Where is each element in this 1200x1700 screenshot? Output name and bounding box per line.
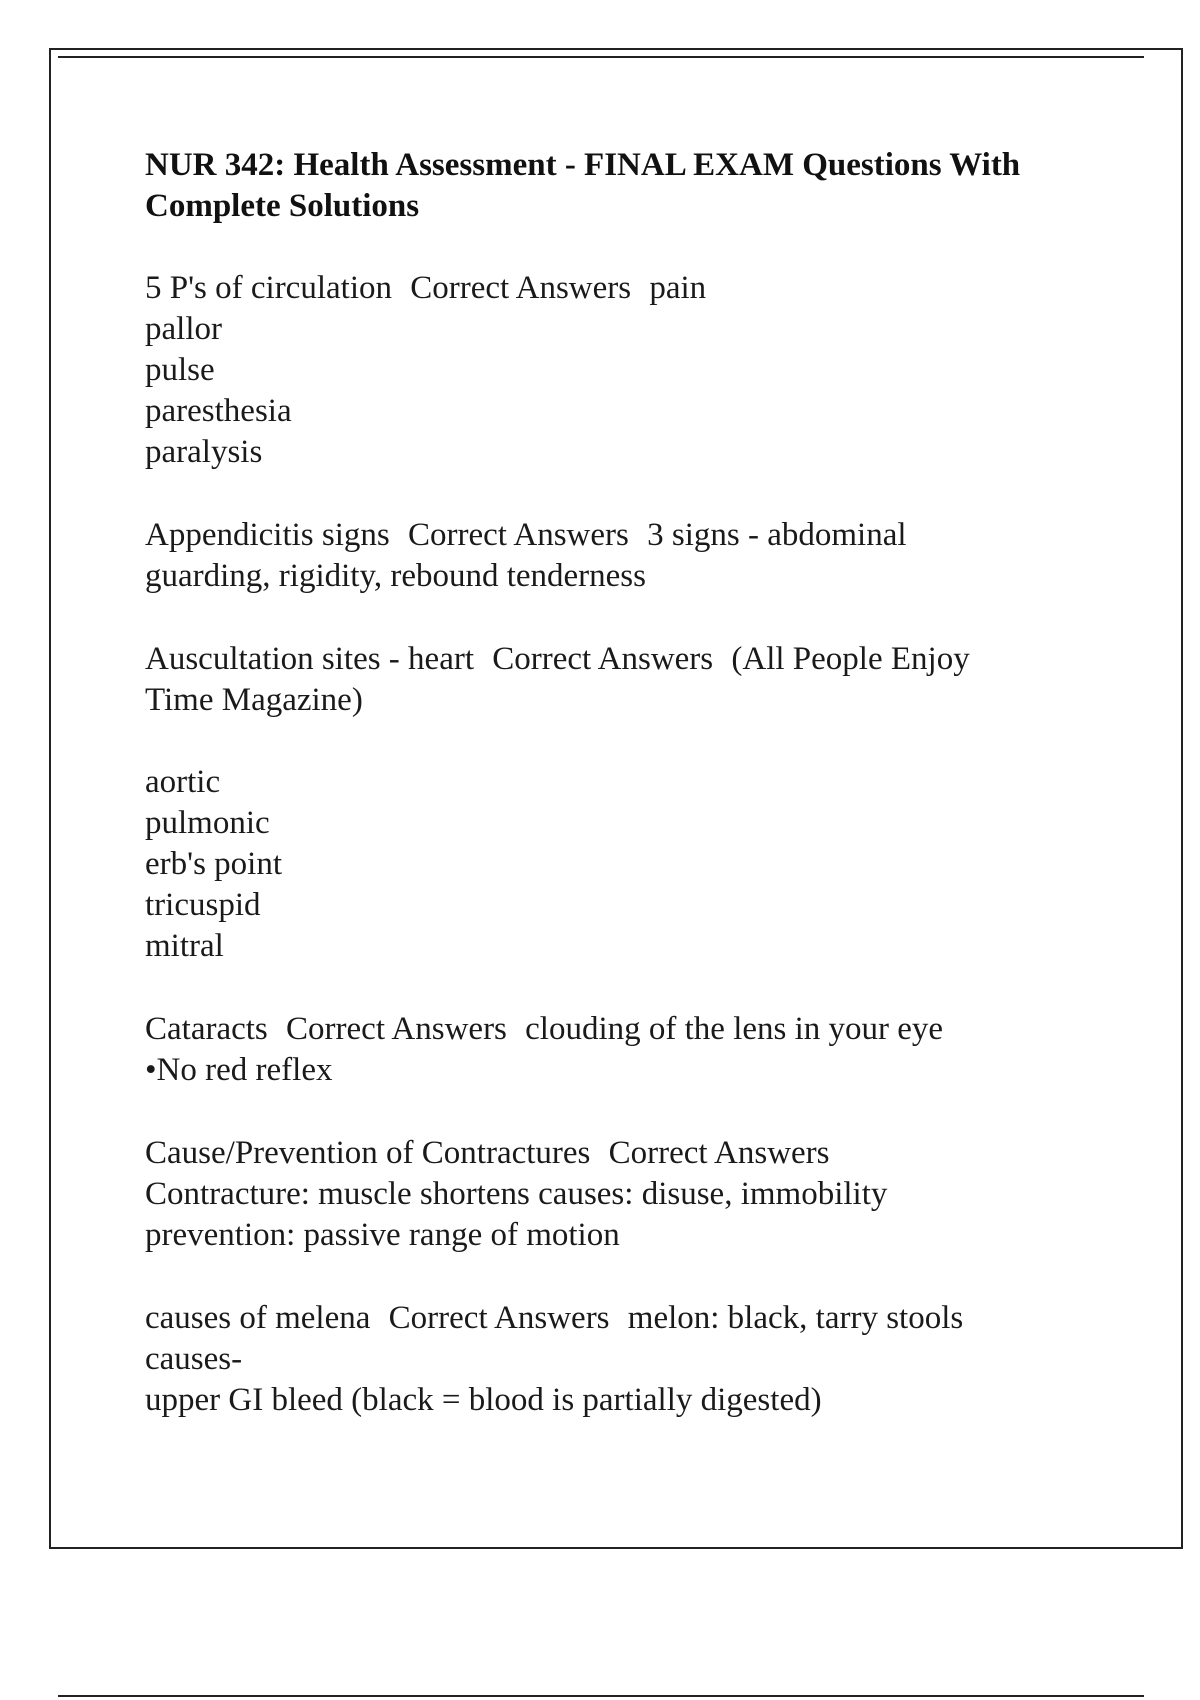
answer-line: pulmonic bbox=[145, 805, 270, 841]
answer-marker: Correct Answers bbox=[388, 1300, 610, 1336]
question-text: Auscultation sites - heart bbox=[145, 641, 475, 677]
document-title: NUR 342: Health Assessment - FINAL EXAM Questions With Complete Solutions bbox=[145, 147, 1021, 224]
qa-item bbox=[145, 515, 1105, 597]
answer-line: paralysis bbox=[145, 434, 263, 470]
answer-marker: Correct Answers bbox=[410, 270, 632, 306]
answer-line: Time Magazine) bbox=[145, 682, 363, 718]
answer-line: causes- bbox=[145, 1341, 243, 1377]
document-body bbox=[145, 145, 1105, 1463]
question-text: causes of melena bbox=[145, 1300, 371, 1336]
answer-marker: Correct Answers bbox=[492, 641, 714, 677]
answer-line: pallor bbox=[145, 311, 222, 347]
answer-marker: Correct Answers bbox=[286, 1011, 507, 1047]
top-rule bbox=[58, 56, 1144, 58]
qa-item bbox=[145, 1298, 1105, 1421]
qa-first-line bbox=[145, 515, 1105, 556]
answer-text: clouding of the lens in your eye bbox=[525, 1011, 944, 1047]
answer-text: (All People Enjoy bbox=[731, 641, 970, 677]
answer-line: paresthesia bbox=[145, 393, 292, 429]
question-text: 5 P's of circulation bbox=[145, 270, 392, 306]
qa-item bbox=[145, 1133, 1105, 1256]
answer-line: pulse bbox=[145, 352, 215, 388]
answer-line: prevention: passive range of motion bbox=[145, 1217, 620, 1253]
answer-line: •No red reflex bbox=[145, 1052, 333, 1088]
qa-first-line bbox=[145, 268, 1105, 309]
answer-line: upper GI bleed (black = blood is partially digested) bbox=[145, 1382, 822, 1418]
question-text: Appendicitis signs bbox=[145, 517, 390, 553]
question-text: Cause/Prevention of Contractures bbox=[145, 1135, 591, 1171]
answer-text: pain bbox=[649, 270, 707, 306]
blank-line bbox=[145, 721, 1105, 762]
qa-first-line bbox=[145, 1133, 1105, 1174]
answer-line: tricuspid bbox=[145, 887, 261, 923]
answer-line: aortic bbox=[145, 764, 221, 800]
answer-line: Contracture: muscle shortens causes: disuse, immobility bbox=[145, 1176, 888, 1212]
bottom-rule bbox=[58, 1695, 1144, 1697]
qa-item bbox=[145, 268, 1105, 473]
answer-text: 3 signs - abdominal bbox=[647, 517, 907, 553]
answer-line: erb's point bbox=[145, 846, 283, 882]
qa-item bbox=[145, 639, 1105, 967]
qa-first-line bbox=[145, 1298, 1105, 1339]
question-text: Cataracts bbox=[145, 1011, 268, 1047]
qa-item bbox=[145, 1009, 1105, 1091]
answer-marker: Correct Answers bbox=[408, 517, 629, 553]
qa-first-line bbox=[145, 639, 1105, 680]
answer-marker: Correct Answers bbox=[608, 1135, 830, 1171]
answer-line: guarding, rigidity, rebound tenderness bbox=[145, 558, 646, 594]
answer-line: mitral bbox=[145, 928, 224, 964]
qa-first-line bbox=[145, 1009, 1105, 1050]
answer-text: melon: black, tarry stools bbox=[627, 1300, 964, 1336]
